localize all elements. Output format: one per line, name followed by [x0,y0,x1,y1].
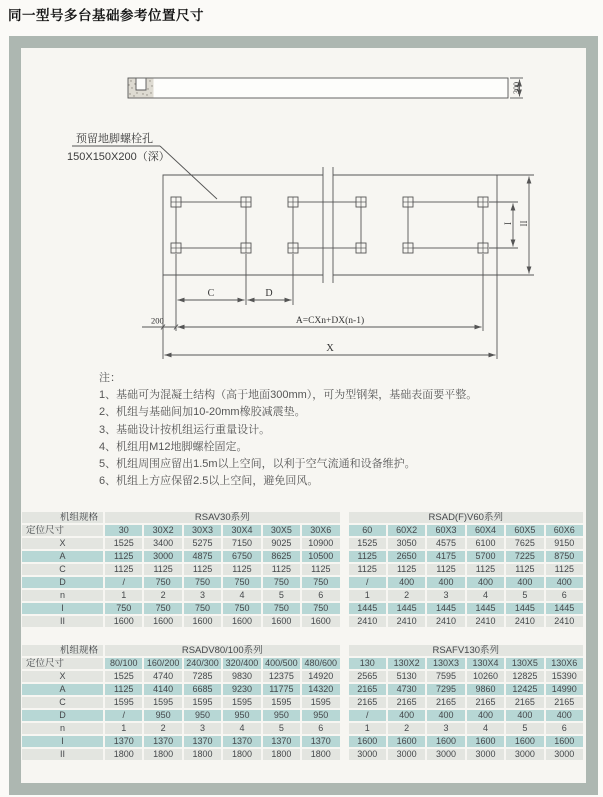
row-label: I [22,736,103,747]
model-header: 60X6 [546,525,583,536]
group-gap [342,616,347,627]
unit-footprint [408,202,483,248]
model-header: 130X3 [427,658,464,669]
group-gap [342,749,347,760]
dim-c: C [207,288,215,299]
notes-section [99,370,569,490]
dim-d: D [265,288,273,299]
value-cell: 1445 [467,603,504,614]
value-cell: / [105,710,142,721]
value-cell: 1800 [184,749,221,760]
note-item: 5、机组周围应留出1.5m以上空间，以利于空气流通和设备维护。 [99,458,416,471]
value-cell: 3 [184,590,221,601]
value-cell: 1 [105,723,142,734]
row-label: A [22,684,103,695]
value-cell: 3 [184,723,221,734]
value-cell: 400 [388,577,425,588]
value-cell: 1125 [427,564,464,575]
group-gap [342,684,347,695]
value-cell: 5 [263,590,300,601]
value-cell: 1125 [105,564,142,575]
value-cell: 1600 [223,616,260,627]
value-cell: 15390 [546,671,583,682]
value-cell: 12825 [506,671,543,682]
value-cell: 4 [467,590,504,601]
table-corner-unit-spec: 机组规格 [22,512,103,523]
bolt-hole-size-label: 150X150X200（深） [67,151,170,163]
group-gap [342,603,347,614]
row-label: X [22,538,103,549]
value-cell: 1600 [184,616,221,627]
value-cell: 5700 [467,551,504,562]
row-label: n [22,723,103,734]
value-cell: 1800 [105,749,142,760]
note-item: 4、机组用M12地脚螺栓固定。 [99,440,248,453]
value-cell: 1595 [263,697,300,708]
value-cell: 950 [263,710,300,721]
value-cell: 750 [184,603,221,614]
group-gap [342,551,347,562]
group-gap [342,736,347,747]
value-cell: 2410 [388,616,425,627]
value-cell: 1600 [302,616,339,627]
value-cell: 7150 [223,538,260,549]
row-label: C [22,697,103,708]
value-cell: / [349,710,386,721]
value-cell: 2410 [546,616,583,627]
model-header: 60X5 [506,525,543,536]
value-cell: 3 [427,590,464,601]
value-cell: 950 [144,710,181,721]
value-cell: 1600 [506,736,543,747]
value-cell: 3000 [144,551,181,562]
value-cell: 400 [388,710,425,721]
value-cell: 3000 [506,749,543,760]
table-corner-unit-spec: 机组规格 [22,645,103,656]
bolt-hole-leader-label: 预留地脚螺栓孔 [76,133,153,145]
dim-a-formula: A=CXn+DX(n-1) [295,316,365,326]
page-title: 同一型号多台基础参考位置尺寸 [8,8,204,23]
value-cell: 4875 [184,551,221,562]
group-gap [342,671,347,682]
value-cell: 400 [427,577,464,588]
value-cell: 750 [263,603,300,614]
value-cell: 1125 [467,564,504,575]
value-cell: 4140 [144,684,181,695]
value-cell: 1125 [263,564,300,575]
value-cell: 2165 [546,697,583,708]
value-cell: 1445 [546,603,583,614]
value-cell: 4740 [144,671,181,682]
value-cell: 750 [223,603,260,614]
group-gap [342,538,347,549]
value-cell: 1125 [184,564,221,575]
value-cell: 5 [506,723,543,734]
note-item: 2、机组与基础间加10-20mm橡胶减震垫。 [99,406,306,419]
dim-x: X [326,343,334,354]
group-gap [342,525,347,536]
value-cell: 1125 [105,551,142,562]
model-header: 130 [349,658,386,669]
value-cell: 750 [263,577,300,588]
value-cell: 12375 [263,671,300,682]
value-cell: 1445 [506,603,543,614]
value-cell: 10260 [467,671,504,682]
value-cell: 1125 [105,684,142,695]
value-cell: 1595 [184,697,221,708]
value-cell: 1600 [144,616,181,627]
group-gap [342,697,347,708]
value-cell: 5130 [388,671,425,682]
value-cell: 750 [184,577,221,588]
value-cell: 3 [427,723,464,734]
value-cell: 5 [263,723,300,734]
value-cell: 7625 [506,538,543,549]
model-header: 60 [349,525,386,536]
table-corner-position-size: 定位尺寸 [22,525,103,536]
model-header: 30X5 [263,525,300,536]
value-cell: 1595 [302,697,339,708]
value-cell: 1370 [184,736,221,747]
value-cell: / [349,577,386,588]
value-cell: 7285 [184,671,221,682]
value-cell: 2410 [467,616,504,627]
note-item: 1、基础可为混凝土结构（高于地面300mm），可为型钢架，基础表面要平整。 [99,389,478,402]
foundation-plan-right [333,175,497,275]
value-cell: 400 [506,710,543,721]
spec-table-rsadv80100-rsafv130 [22,645,583,760]
value-cell: 2410 [506,616,543,627]
dim-200: 200 [151,315,164,326]
value-cell: 1800 [144,749,181,760]
value-cell: 7225 [506,551,543,562]
value-cell: 9150 [546,538,583,549]
value-cell: 12425 [506,684,543,695]
value-cell: 1800 [223,749,260,760]
value-cell: 1800 [302,749,339,760]
value-cell: 1525 [105,671,142,682]
table-corner-position-size: 定位尺寸 [22,658,103,669]
dim-300: 300 [512,82,521,94]
group-gap [342,590,347,601]
value-cell: 1370 [144,736,181,747]
series-header: RSAV30系列 [105,512,340,523]
row-label: I [22,603,103,614]
model-header: 60X2 [388,525,425,536]
row-label: A [22,551,103,562]
value-cell: 2165 [467,697,504,708]
model-header: 30X3 [184,525,221,536]
value-cell: 1370 [263,736,300,747]
value-cell: 8750 [546,551,583,562]
series-header: RSADV80/100系列 [105,645,340,656]
group-gap [342,564,347,575]
spec-table-rsav30-rsadfv60 [22,512,583,627]
value-cell: 3050 [388,538,425,549]
dim-ii: II [519,220,529,227]
value-cell: 400 [546,577,583,588]
value-cell: 1125 [349,551,386,562]
value-cell: 1600 [105,616,142,627]
value-cell: 1600 [467,736,504,747]
row-label: n [22,590,103,601]
value-cell: 750 [144,603,181,614]
model-header: 30X2 [144,525,181,536]
group-gap [342,710,347,721]
value-cell: 6100 [467,538,504,549]
value-cell: 10500 [302,551,339,562]
value-cell: 1 [349,590,386,601]
value-cell: 14920 [302,671,339,682]
value-cell: 8625 [263,551,300,562]
value-cell: 950 [223,710,260,721]
foundation-plan-left [163,175,323,275]
value-cell: 1600 [349,736,386,747]
value-cell: 6685 [184,684,221,695]
value-cell: 2165 [388,697,425,708]
series-header: RSAFV130系列 [349,645,584,656]
value-cell: 6 [302,723,339,734]
value-cell: 7295 [427,684,464,695]
value-cell: 3400 [144,538,181,549]
value-cell: 1125 [223,564,260,575]
value-cell: 2565 [349,671,386,682]
value-cell: 1445 [388,603,425,614]
group-gap [342,723,347,734]
unit-footprint [293,202,361,248]
group-gap [342,658,347,669]
model-header: 30 [105,525,142,536]
value-cell: 1125 [388,564,425,575]
value-cell: 400 [546,710,583,721]
bolt-hole-section [136,79,146,91]
value-cell: 750 [105,603,142,614]
value-cell: 750 [144,577,181,588]
value-cell: 950 [184,710,221,721]
note-item: 3、基础设计按机组运行重量设计。 [99,423,271,436]
value-cell: 400 [467,710,504,721]
value-cell: 2410 [349,616,386,627]
value-cell: 5 [506,590,543,601]
value-cell: 3000 [546,749,583,760]
value-cell: 1125 [506,564,543,575]
value-cell: 9025 [263,538,300,549]
value-cell: 2650 [388,551,425,562]
value-cell: 1125 [546,564,583,575]
value-cell: 1595 [223,697,260,708]
dim-i: I [503,222,513,225]
value-cell: 750 [302,577,339,588]
model-header: 60X3 [427,525,464,536]
value-cell: 10900 [302,538,339,549]
unit-footprint [176,202,246,248]
value-cell: 1125 [349,564,386,575]
value-cell: 4 [467,723,504,734]
value-cell: 1600 [388,736,425,747]
row-label: D [22,710,103,721]
model-header: 80/100 [105,658,142,669]
value-cell: 2410 [427,616,464,627]
row-label: C [22,564,103,575]
row-label: D [22,577,103,588]
foundation-side-view [128,78,508,98]
value-cell: 1370 [223,736,260,747]
value-cell: 1125 [302,564,339,575]
value-cell: 1595 [105,697,142,708]
value-cell: 1525 [349,538,386,549]
group-gap [342,512,347,523]
notes-heading: 注： [99,372,121,384]
value-cell: 750 [302,603,339,614]
value-cell: 7595 [427,671,464,682]
value-cell: 4730 [388,684,425,695]
value-cell: 1125 [144,564,181,575]
value-cell: 750 [223,577,260,588]
row-label: II [22,616,103,627]
model-header: 130X5 [506,658,543,669]
value-cell: 1 [105,590,142,601]
group-gap [342,577,347,588]
value-cell: 14990 [546,684,583,695]
value-cell: 2 [388,723,425,734]
value-cell: 2 [388,590,425,601]
value-cell: 1525 [105,538,142,549]
group-gap [342,645,347,656]
value-cell: 1370 [302,736,339,747]
value-cell: 9830 [223,671,260,682]
value-cell: 400 [467,577,504,588]
value-cell: 5275 [184,538,221,549]
series-header: RSAD(F)V60系列 [349,512,584,523]
value-cell: 400 [427,710,464,721]
value-cell: 1445 [427,603,464,614]
foundation-diagram [10,48,598,383]
value-cell: 3000 [349,749,386,760]
model-header: 400/500 [263,658,300,669]
value-cell: 6 [546,723,583,734]
value-cell: 950 [302,710,339,721]
value-cell: 1600 [263,616,300,627]
value-cell: 2 [144,590,181,601]
model-header: 130X2 [388,658,425,669]
model-header: 480/600 [302,658,339,669]
value-cell: 6 [546,590,583,601]
value-cell: / [105,577,142,588]
value-cell: 9230 [223,684,260,695]
value-cell: 3000 [388,749,425,760]
value-cell: 4175 [427,551,464,562]
value-cell: 1595 [144,697,181,708]
value-cell: 4 [223,723,260,734]
note-item: 6、机组上方应保留2.5以上空间，避免回风。 [99,475,319,488]
value-cell: 2165 [349,684,386,695]
row-label: II [22,749,103,760]
model-header: 320/400 [223,658,260,669]
model-header: 130X6 [546,658,583,669]
model-header: 60X4 [467,525,504,536]
model-header: 240/300 [184,658,221,669]
value-cell: 6750 [223,551,260,562]
value-cell: 6 [302,590,339,601]
model-header: 160/200 [144,658,181,669]
value-cell: 1600 [546,736,583,747]
value-cell: 11775 [263,684,300,695]
model-header: 130X4 [467,658,504,669]
model-header: 30X6 [302,525,339,536]
value-cell: 1 [349,723,386,734]
value-cell: 4575 [427,538,464,549]
value-cell: 3000 [427,749,464,760]
value-cell: 1600 [427,736,464,747]
value-cell: 1370 [105,736,142,747]
value-cell: 1800 [263,749,300,760]
value-cell: 400 [506,577,543,588]
value-cell: 1445 [349,603,386,614]
row-label: X [22,671,103,682]
value-cell: 14320 [302,684,339,695]
value-cell: 9860 [467,684,504,695]
value-cell: 2165 [427,697,464,708]
value-cell: 2165 [506,697,543,708]
value-cell: 2 [144,723,181,734]
value-cell: 4 [223,590,260,601]
value-cell: 3000 [467,749,504,760]
value-cell: 2165 [349,697,386,708]
model-header: 30X4 [223,525,260,536]
